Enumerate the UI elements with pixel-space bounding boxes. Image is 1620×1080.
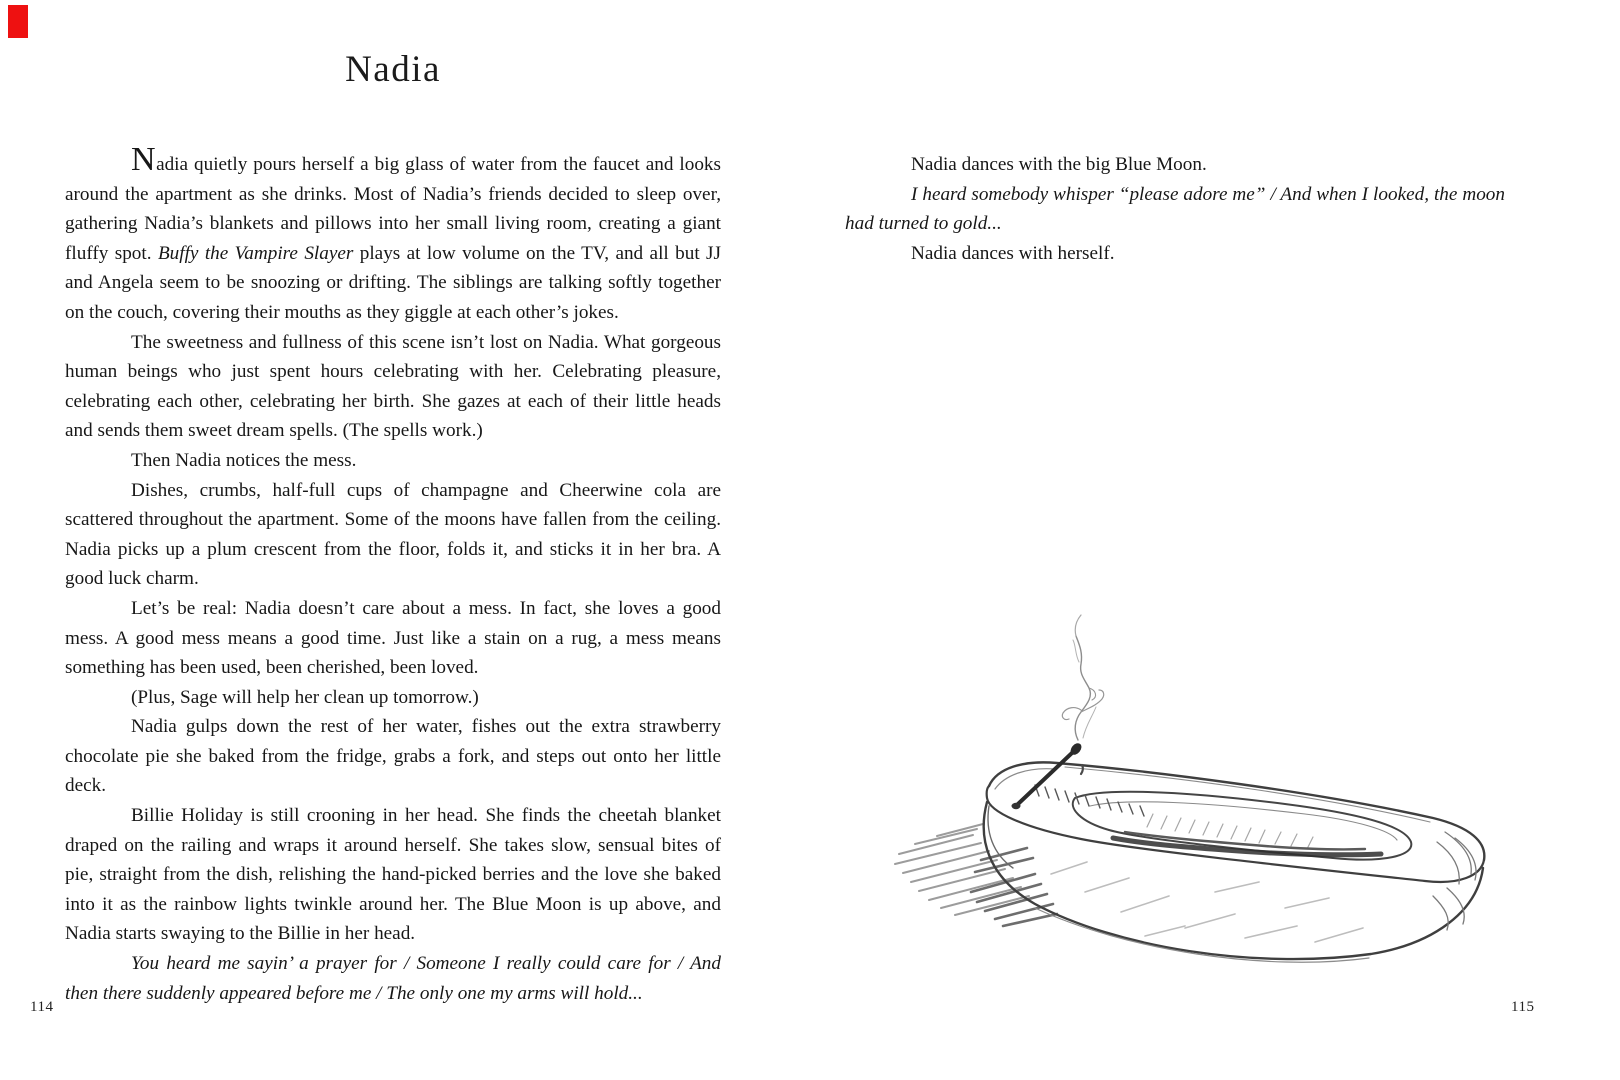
paragraph — [65, 141, 721, 328]
left-page-number: 114 — [30, 999, 54, 1015]
paragraph — [65, 476, 721, 594]
right-page-text — [845, 150, 1505, 268]
chapter-title: Nadia — [345, 49, 441, 90]
paragraph — [65, 949, 721, 1008]
text-segment: Nadia dances with herself. — [911, 242, 1115, 264]
text-segment: plays at low volume on the TV, and all but JJ and Angela seem to be snoozing or drifting. The siblings are talking softly together on the couch, covering their mouths as they giggle at each other’s jokes. — [65, 242, 721, 323]
text-segment: Billie Holiday is still crooning in her head. She finds the cheetah blanket draped on the railing and wraps it around herself. She takes slow, sensual bites of pie, straight from the dish, relishing the hand-picked berries and the love she baked into it as the rainbow lights twinkle around her. The Blue Moon is up above, and Nadia starts swaying to the Billie in her head. — [65, 805, 721, 945]
text-segment: Nadia gulps down the rest of her water, fishes out the extra strawberry chocolate pie she baked from the fridge, grabs a fork, and steps out onto her little deck. — [65, 716, 721, 797]
incense-holder-illustration — [885, 592, 1525, 982]
text-segment: Dishes, crumbs, half-full cups of champagne and Cheerwine cola are scattered throughout the apartment. Some of the moons have fallen from the ceiling. Nadia picks up a plum crescent from the floor, folds it, and sticks it in her bra. A good luck charm. — [65, 479, 721, 590]
paragraph — [845, 150, 1505, 180]
left-page-text — [65, 141, 721, 1008]
text-segment: Then Nadia notices the mess. — [131, 449, 357, 471]
red-corner-mark — [8, 5, 28, 38]
paragraph — [845, 239, 1505, 269]
text-segment: adia quietly pours herself a big glass of water from the faucet and looks around the apartment as she drinks. Most of Nadia’s friends decided to sleep over, gathering Nadia’s blankets and pillows into her small living room, creating a giant fluffy spot. — [65, 154, 721, 264]
paragraph — [65, 712, 721, 801]
text-segment: Nadia dances with the big Blue Moon. — [911, 154, 1207, 175]
paragraph — [65, 801, 721, 949]
paragraph — [65, 594, 721, 683]
paragraph — [65, 446, 721, 476]
paragraph — [65, 683, 721, 713]
text-segment: (Plus, Sage will help her clean up tomorrow.) — [131, 686, 479, 708]
text-segment: Let’s be real: Nadia doesn’t care about a mess. In fact, she loves a good mess. A good mess means a good time. Just like a stain on a rug, a mess means something has been used, been cherished, been loved. — [65, 597, 721, 679]
text-segment: I heard somebody whisper “please adore me” / And when I looked, the moon had turned to gold... — [845, 183, 1505, 235]
right-page-number: 115 — [1511, 999, 1535, 1015]
text-segment: Buffy the Vampire Slayer — [157, 242, 354, 264]
paragraph — [65, 328, 721, 446]
text-segment: You heard me sayin’ a prayer for / Someone I really could care for / And then there suddenly appeared before me / The only one my arms will hold... — [65, 953, 721, 1004]
drop-cap: N — [131, 141, 157, 178]
text-segment: The sweetness and fullness of this scene isn’t lost on Nadia. What gorgeous human beings who just spent hours celebrating with her. Celebrating pleasure, celebrating each other, celebrating her birth. She gazes at each of their little heads and sends them sweet dream spells. (The spells work.) — [65, 331, 721, 442]
paragraph — [845, 180, 1505, 239]
